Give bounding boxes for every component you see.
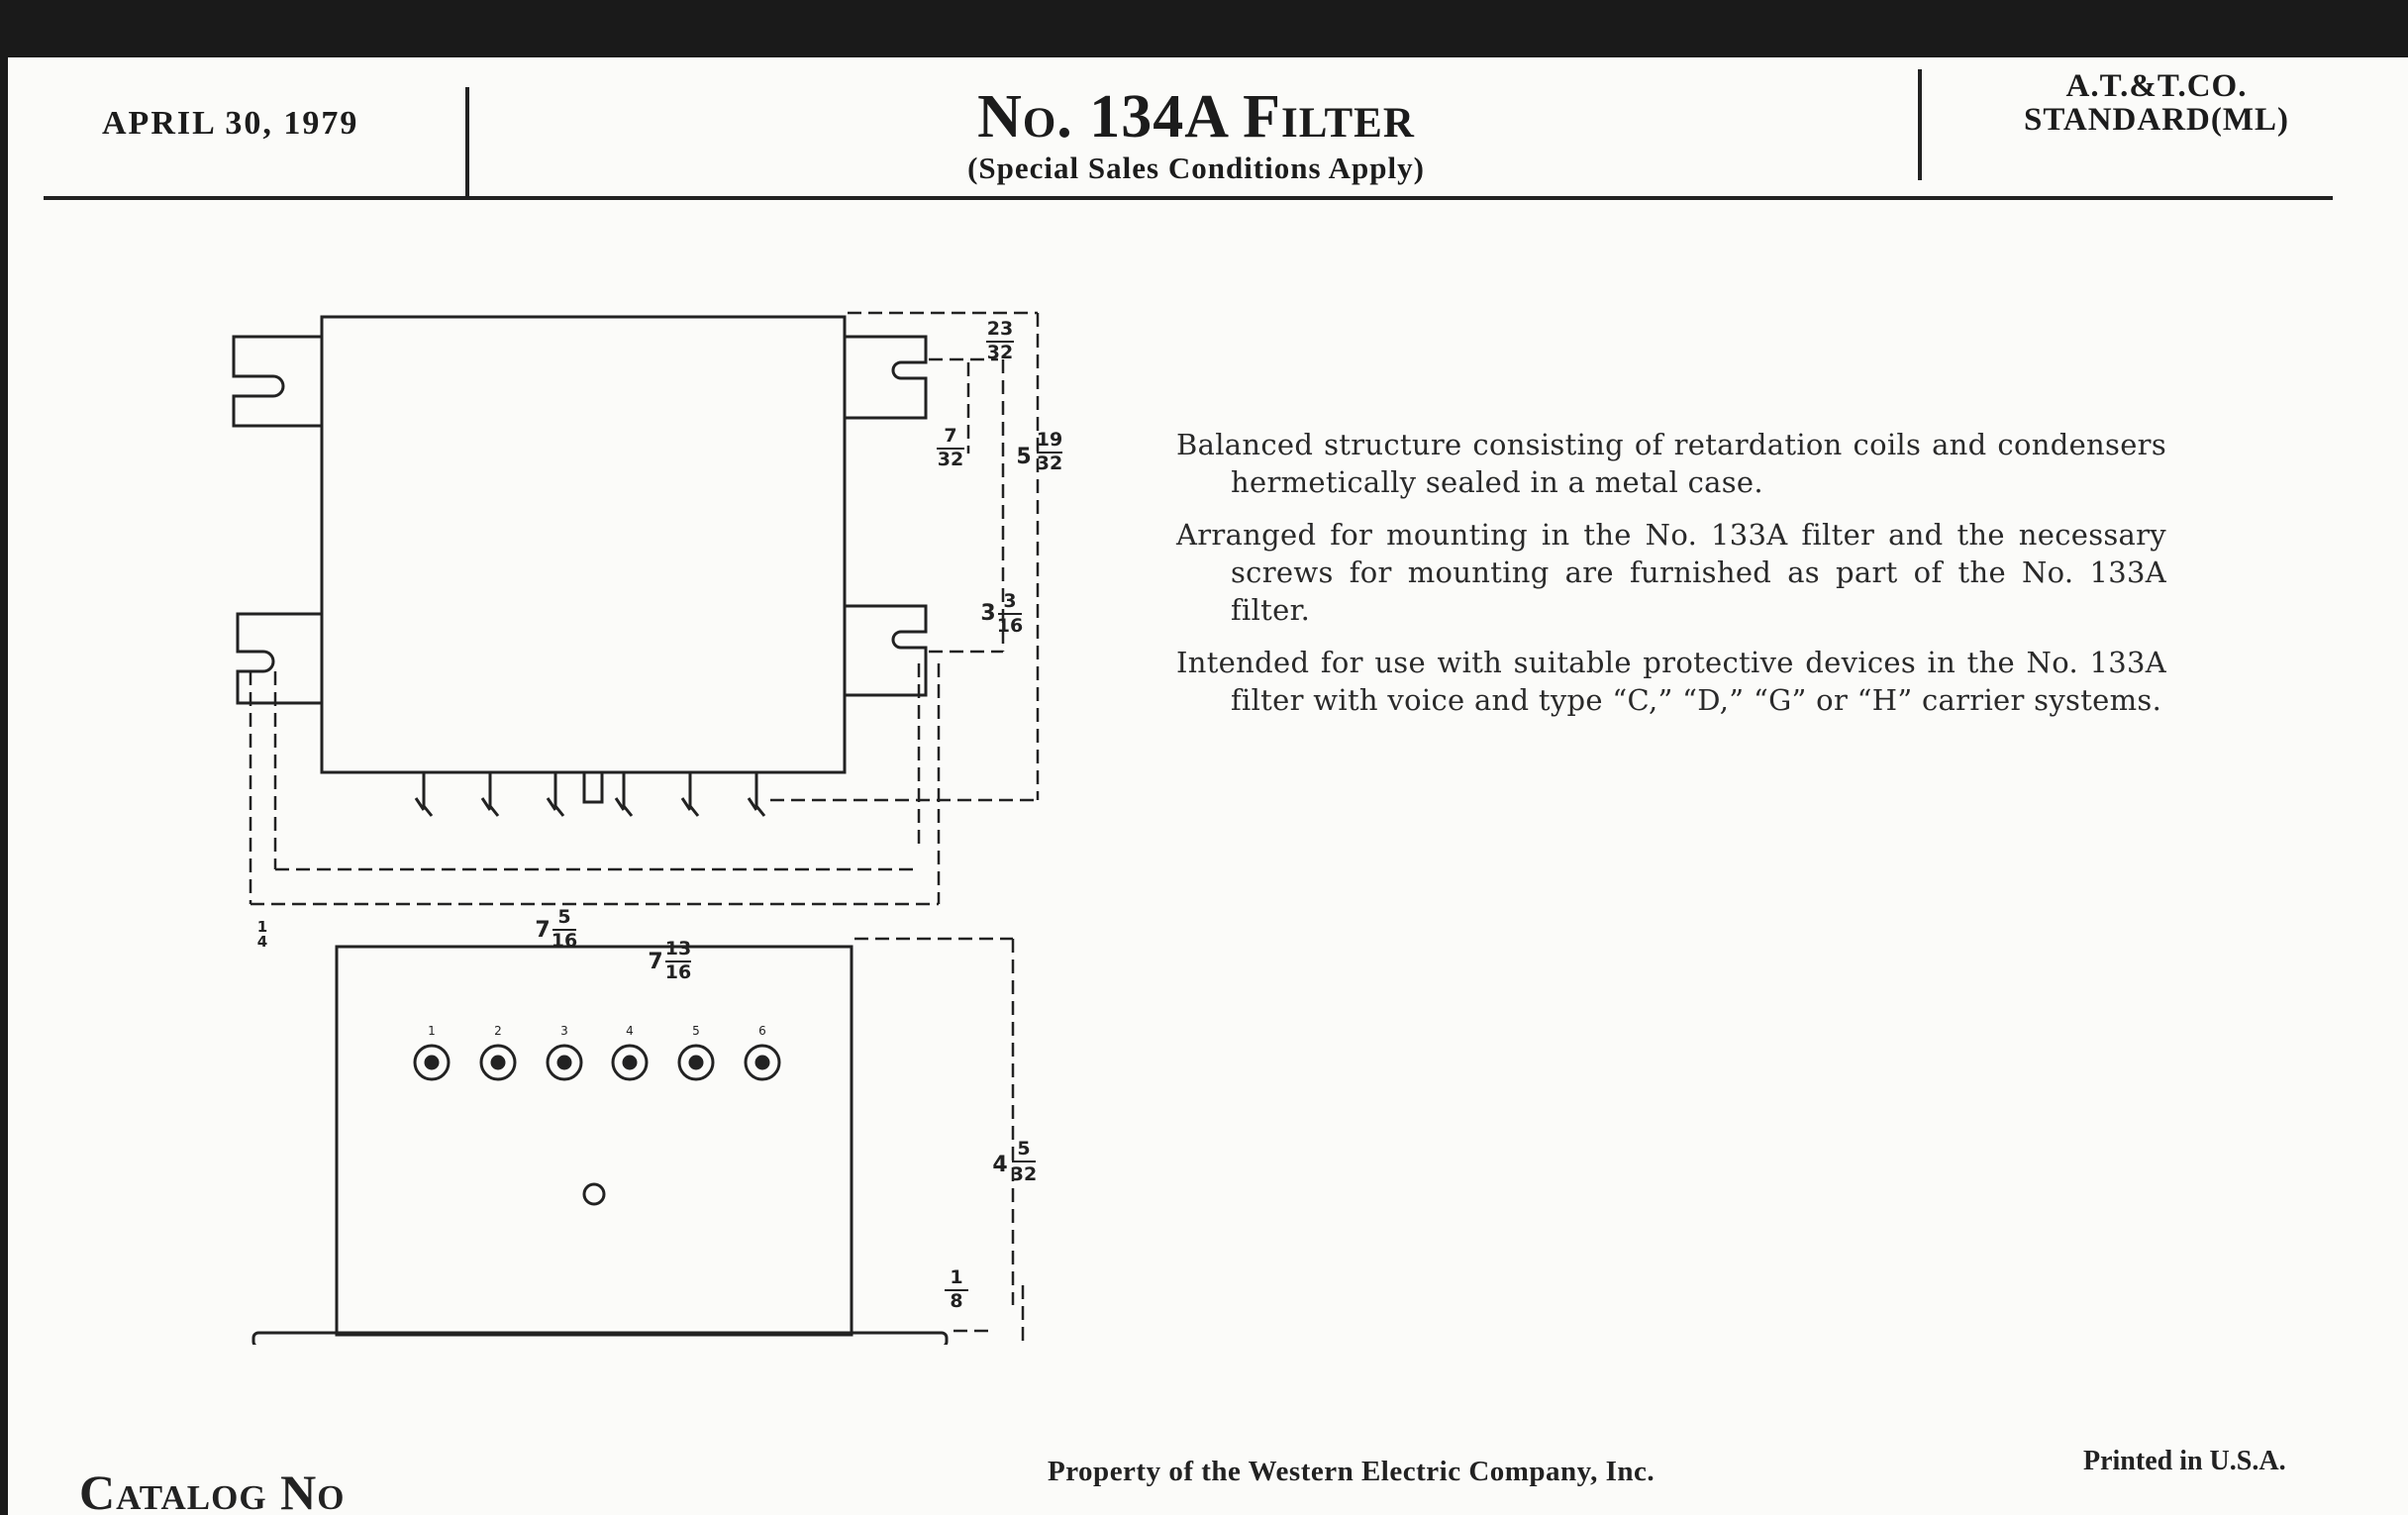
mounting-bracket-bottom-right — [845, 606, 926, 695]
terminal-number: 1 — [428, 1024, 436, 1038]
header-divider-right — [1918, 69, 1922, 180]
svg-text:32: 32 — [937, 449, 964, 470]
center-mount-hole — [584, 1184, 604, 1204]
bottom-view-terminals — [415, 1046, 779, 1079]
dim-edge — [257, 918, 267, 951]
terminal-number: 5 — [692, 1024, 700, 1038]
dim-plate — [945, 1266, 968, 1312]
svg-text:13: 13 — [664, 938, 692, 960]
terminal-number: 6 — [758, 1024, 766, 1038]
dim-inner-width — [535, 906, 577, 952]
svg-text:19: 19 — [1036, 429, 1063, 451]
dim-depth — [992, 1138, 1037, 1185]
svg-text:32: 32 — [986, 342, 1014, 363]
svg-text:16: 16 — [664, 961, 692, 983]
front-terminal-lugs — [416, 772, 764, 816]
svg-text:7: 7 — [944, 425, 957, 447]
catalog-number-label: Catalog No — [79, 1464, 346, 1515]
printed-in-notice: Printed in U.S.A. — [2083, 1446, 2286, 1476]
terminal-number-labels — [428, 1024, 766, 1038]
svg-text:23: 23 — [986, 318, 1014, 340]
page-title: No. 134A Filter — [977, 83, 1415, 151]
filter-case-bottom-view — [337, 947, 852, 1335]
svg-text:1: 1 — [950, 1266, 963, 1288]
terminal-number: 2 — [494, 1024, 502, 1038]
dimension-labels — [257, 318, 1062, 1312]
svg-text:7: 7 — [648, 950, 663, 974]
svg-text:32: 32 — [1036, 453, 1063, 474]
svg-text:5: 5 — [1016, 445, 1032, 469]
svg-text:3: 3 — [980, 601, 996, 626]
description-paragraph: Balanced structure consisting of retardation coils and condensers hermetically sealed in a metal case. — [1176, 428, 2166, 499]
dim-outer-width — [648, 938, 691, 983]
svg-text:8: 8 — [950, 1290, 963, 1312]
dim-slot — [937, 425, 964, 470]
terminal-number: 4 — [626, 1024, 634, 1038]
page-subtitle: (Special Sales Conditions Apply) — [967, 151, 1425, 185]
description-paragraph: Arranged for mounting in the No. 133A filter and the necessary screws for mounting are furnished as part of the No. 133A filter. — [1176, 518, 2166, 627]
svg-text:5: 5 — [557, 906, 571, 928]
property-notice: Property of the Western Electric Company, Inc. — [1048, 1456, 1656, 1487]
svg-text:16: 16 — [551, 930, 578, 952]
dim-top-offset — [986, 318, 1014, 363]
svg-text:5: 5 — [1017, 1138, 1031, 1160]
description-paragraph: Intended for use with suitable protective devices in the No. 133A filter with voice and type “C,” “D,” “G” or “H” carrier systems. — [1176, 646, 2166, 717]
svg-text:16: 16 — [996, 615, 1024, 637]
svg-text:7: 7 — [535, 918, 551, 943]
dim-height — [1016, 429, 1062, 474]
mounting-bracket-top-right — [845, 337, 926, 418]
issue-date: APRIL 30, 1979 — [102, 105, 359, 142]
mounting-bracket-top-left — [234, 337, 322, 426]
technical-drawing — [8, 57, 1097, 1345]
catalog-sheet — [8, 57, 2408, 1515]
svg-text:1: 1 — [256, 918, 268, 936]
svg-text:32: 32 — [1010, 1163, 1038, 1185]
filter-case-front — [322, 317, 845, 772]
standard-line-2: STANDARD(ML) — [2023, 102, 2290, 138]
standard-block — [1978, 69, 2335, 137]
svg-text:3: 3 — [1003, 590, 1017, 612]
standard-line-1: A.T.&T.CO. — [2065, 68, 2248, 104]
svg-text:4: 4 — [256, 933, 268, 951]
dimension-lines — [251, 313, 1038, 1345]
mounting-bracket-bottom-left — [238, 614, 322, 703]
terminal-number: 3 — [560, 1024, 568, 1038]
description — [1176, 426, 2166, 734]
svg-text:4: 4 — [992, 1153, 1008, 1177]
